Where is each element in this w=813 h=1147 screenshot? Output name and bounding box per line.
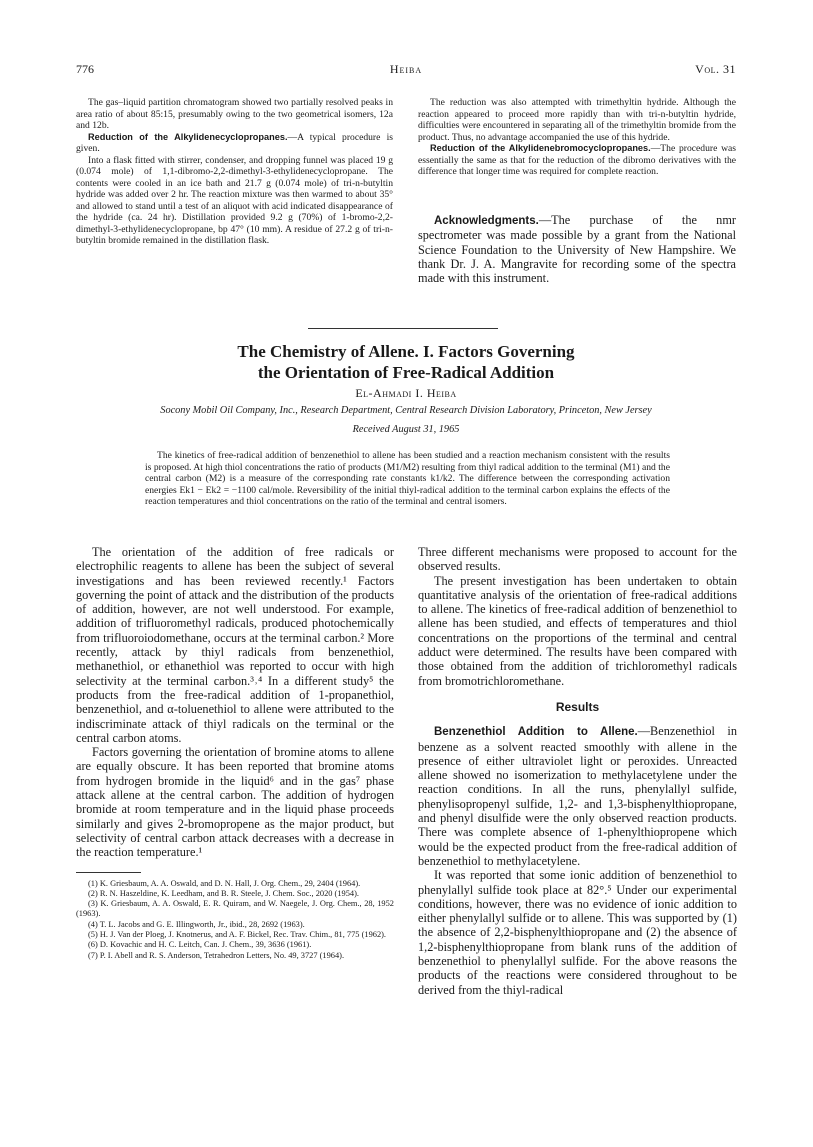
paragraph-text: —Benzenethiol in benzene as a solvent reacted smoothly with allene in the presence of either ultraviolet light or peroxides. Unreacted allene showed no isomerization to methylacetylene under the reaction conditions. In all the runs, phenylallyl sulfide, phenylisopropenyl sulfide, 1,2- and 1,3-bisphenylthiopropane, and phenyl disulfide were the only observed reaction products. There was complete absence of 1-phenylthiopropene which would be the expected product from the free-radical addition of benzenethiol to methylacetylene. <box>418 724 737 868</box>
paragraph: The gas–liquid partition chromatogram showed two partially resolved peaks in area ratio of about 85:15, presumably owing to the two geometrical isomers, 12a and 12b. <box>76 97 393 131</box>
run-in-heading: Acknowledgments. <box>434 215 539 227</box>
acknowledgments <box>418 213 736 285</box>
section-heading: Results <box>555 699 600 714</box>
title-line: The Chemistry of Allene. I. Factors Governing <box>237 342 575 361</box>
body-left-column <box>76 545 394 961</box>
paragraph: Into a flask fitted with stirrer, condenser, and dropping funnel was placed 19 g (0.074 mole) of 1,1-dibromo-2,2-dimethyl-3-ethylidenecyclopropane. The contents were cooled in an ice bath and 21.7 g (0.074 mole) of tri-n-butyltin hydride was added over 2 hr. The reaction mixture was then warmed to about 35° and allowed to stand until a test of an aliquot with acid indicated disappearance of the hydride (ca. 24 hr). Distillation provided 9.2 g (70%) of 1-bromo-2,2-dimethyl-3-ethylidenecyclopropane, bp 47° (10 mm). A residue of 27.2 g of tri-n-butyltin bromide remained in the distillation flask. <box>76 154 393 246</box>
footnotes <box>76 879 394 961</box>
body-right-column <box>418 545 737 997</box>
paragraph-text: —The purchase of the nmr spectrometer was made possible by a grant from the National Science Foundation to the University of New Hampshire. We thank Dr. J. A. Mangravite for recording some of the spectra made with this instrument. <box>418 213 736 286</box>
footnote: (4) T. L. Jacobs and G. E. Illingworth, Jr., ibid., 28, 2692 (1963). <box>88 919 305 929</box>
footnote-rule <box>76 872 141 873</box>
paragraph-text: —A typical procedure is given. <box>76 131 393 154</box>
running-head-author: Heiba <box>389 62 423 76</box>
paragraph: The present investigation has been undertaken to obtain quantitative analysis of the orientation of free-radical additions to allene. The kinetics of free-radical addition of benzenethiol to allene has been studied, and effects of temperatures and thiol concentrations on the proportions of the terminal and central adduct were determined. The results have been compared with those obtained from the addition of trichloromethyl radicals from bromotrichloromethane. <box>418 573 737 688</box>
paragraph <box>418 724 737 868</box>
volume-label: Vol. 31 <box>695 62 736 76</box>
footnote: (5) H. J. Van der Ploeg, J. Knotnerus, and A. F. Bickel, Rec. Trav. Chim., 81, 775 (1962). <box>88 930 387 940</box>
paragraph: The reduction was also attempted with trimethyltin hydride. Although the reaction appeared to proceed more rapidly than with tri-n-butyltin hydride, difficulties were encountered in separating all of the trimethyltin bromide from the product. Thus, no advantage accompanied the use of this hydride. <box>418 97 736 143</box>
page-number: 776 <box>76 62 94 76</box>
footnote: (1) K. Griesbaum, A. A. Oswald, and D. N. Hall, J. Org. Chem., 29, 2404 (1964). <box>88 878 361 888</box>
footnote: (7) P. I. Abell and R. S. Anderson, Tetrahedron Letters, No. 49, 3727 (1964). <box>88 950 345 960</box>
paragraph: It was reported that some ionic addition of benzenethiol to phenylallyl sulfide took place at 82°.⁵ Under our experimental conditions, however, there was no evidence of ionic addition to either phenylallyl sulfide or to allene. This was supported by (1) the absence of 2,2-bisphenylthiopropane and (2) the absence of 1,2-bisphenylthiopropane from blank runs of the addition of benzenethiol to phenylallyl sulfide. For the above reasons the products of the reactions were considered throughout to be derived from the thiyl-radical <box>418 868 737 997</box>
paragraph <box>76 132 393 155</box>
article-title <box>76 341 736 383</box>
author: El-Ahmadi I. Heiba <box>355 386 457 400</box>
paragraph: Factors governing the orientation of bromine atoms to allene are equally obscure. It has been reported that bromine atoms from hydrogen bromide in the liquid⁶ and in the gas⁷ phase attack allene at the central carbon. The addition of hydrogen bromide at room temperature and in the liquid phase proceeds similarly and gives 2-bromopropene as the major product, but selectivity of central carbon attack decreases with a decrease in the reaction temperature.¹ <box>76 745 394 860</box>
article-separator-rule <box>308 328 498 329</box>
prev-article-right-column <box>418 97 736 178</box>
paragraph <box>418 143 736 178</box>
paragraph <box>418 213 736 285</box>
affiliation: Socony Mobil Oil Company, Inc., Research Department, Central Research Division Laboratory, Princeton, New Jersey <box>160 405 652 416</box>
footnote: (2) R. N. Haszeldine, K. Leedham, and B. R. Steele, J. Chem. Soc., 2020 (1954). <box>88 888 359 898</box>
run-in-heading: Reduction of the Alkylidenecyclopropanes. <box>88 131 288 142</box>
abstract: The kinetics of free-radical addition of benzenethiol to allene has been studied and a reaction mechanism consistent with the results is proposed. At high thiol concentrations the ratio of products (M1/M2) resulting from thiyl radical addition to the terminal (M1) and the central carbon (M2) is a measure of the corresponding rate constants k1/k2. The difference between the corresponding activation energies Ek1 − Ek2 = −1100 cal/mole. Reversibility of the initial thiyl-radical addition to the terminal carbon explains the effects of the reaction temperatures and thiol concentrations on the ratio of the terminal and central isomers. <box>145 450 670 507</box>
footnote: (3) K. Griesbaum, A. A. Oswald, E. R. Quiram, and W. Naegele, J. Org. Chem., 28, 1952 (1963). <box>76 899 394 919</box>
run-in-heading: Reduction of the Alkylidenebromocyclopropanes. <box>430 143 651 153</box>
paragraph: The orientation of the addition of free radicals or electrophilic reagents to allene has been the subject of several investigations and has been reviewed recently.¹ Factors governing the point of attack and the distribution of the products of addition, however, are not well understood. For example, addition of trifluoromethyl radicals, produced photochemically from trifluoroiodomethane, occurs at the terminal carbon.² More recently, attack by thiyl radicals from benzenethiol, methanethiol, or ethanethiol was reported to occur with high selectivity at the terminal carbon.³˒⁴ In a different study⁵ the products from the free-radical addition of 1-propanethiol, benzenethiol, and α-toluenethiol to allene were attributed to the indiscriminate attack of thiyl radicals on the terminal or the central carbon atoms. <box>76 545 394 745</box>
run-in-heading: Benzenethiol Addition to Allene. <box>434 726 638 739</box>
running-header <box>76 62 736 78</box>
prev-article-left-column <box>76 97 393 247</box>
paragraph: Three different mechanisms were proposed to account for the observed results. <box>418 545 737 574</box>
title-line: the Orientation of Free-Radical Addition <box>257 363 555 382</box>
footnote: (6) D. Kovachic and H. C. Leitch, Can. J. Chem., 39, 3636 (1961). <box>88 940 312 950</box>
received-date: Received August 31, 1965 <box>352 424 460 435</box>
paragraph-text: —The procedure was essentially the same as that for the reduction of the dibromo derivatives with the difference that longer time was required for complete reaction. <box>418 143 736 177</box>
